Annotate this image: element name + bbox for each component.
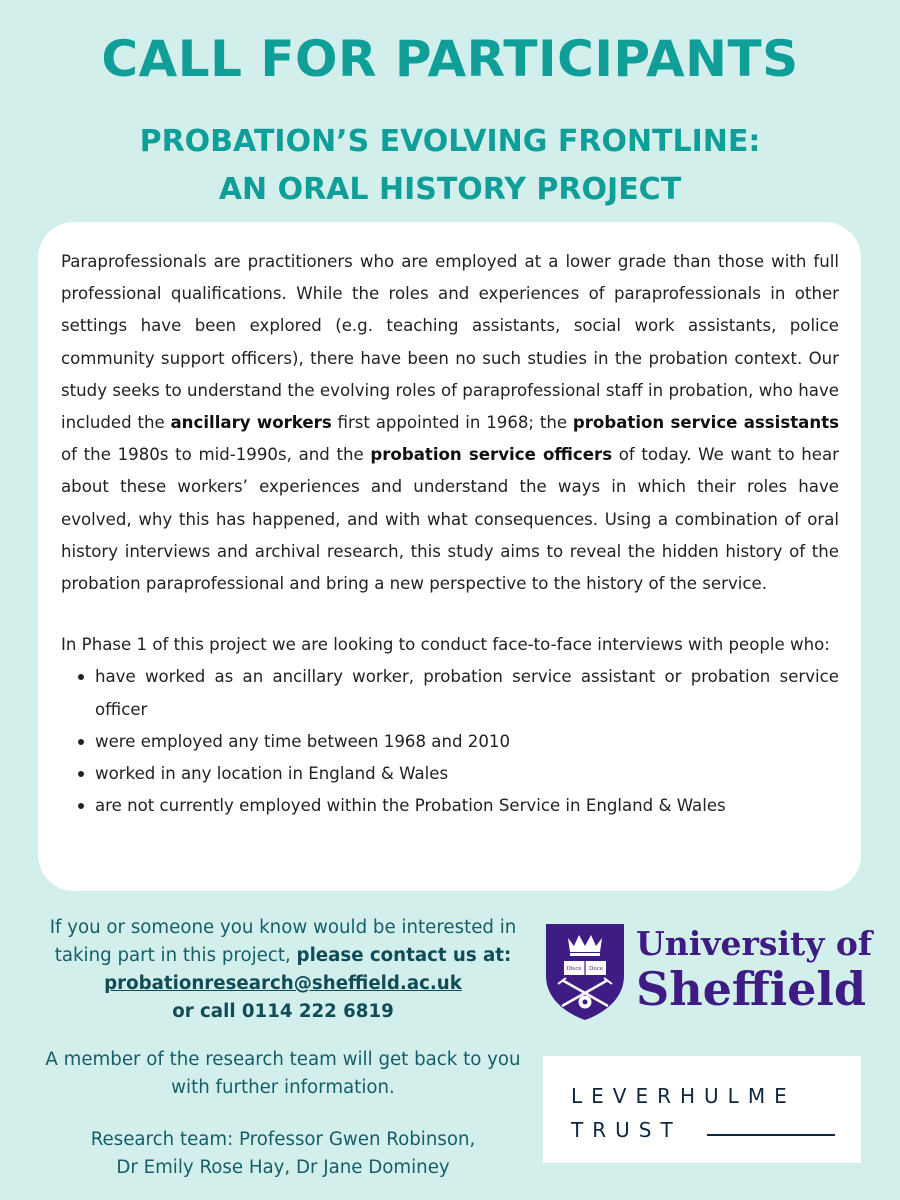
svg-text:Doce: Doce [588, 966, 604, 972]
team-line-1: Research team: Professor Gwen Robinson, [90, 1129, 476, 1150]
phase-paragraph: In Phase 1 of this project we are looking to conduct face-to-face interviews with people who: [61, 635, 830, 655]
subtitle-line-2: AN ORAL HISTORY PROJECT [218, 172, 682, 207]
followup-text: A member of the research team will get back to you with further information. [45, 1049, 521, 1098]
list-item: worked in any location in England & Wales [77, 758, 839, 790]
intro-text-1: Paraprofessionals are practitioners who are employed at a lower grade than those with full professional qualifications. While the roles and experiences of paraprofessionals in other settings have been explored (e.g. teaching assistants, social work assistants, police community support officers), there have been no such studies in the probation context. Our study seeks to understand the evolving roles of paraprofessional staff in probation, who have included the [61, 252, 839, 433]
bold-probation-service-officers: probation service officers [370, 445, 613, 465]
leverhulme-wordmark-line-2: TRUST [571, 1118, 682, 1142]
university-of-sheffield-logo [544, 922, 873, 1024]
intro-text-2: first appointed in 1968; the [331, 413, 573, 433]
sheffield-wordmark-line-1: University of [636, 924, 873, 963]
subtitle-line-1: PROBATION’S EVOLVING FRONTLINE: [139, 124, 761, 159]
bold-probation-service-assistants: probation service assistants [572, 413, 839, 433]
contact-cta: please contact us at: [296, 945, 512, 966]
list-item: were employed any time between 1968 and 2010 [77, 726, 839, 758]
bold-ancillary-workers: ancillary workers [170, 413, 332, 433]
leverhulme-trust-logo [543, 1056, 861, 1163]
team-line-2: Dr Emily Rose Hay, Dr Jane Dominey [116, 1157, 450, 1178]
leverhulme-wordmark-line-1: LEVERHULME [571, 1084, 796, 1108]
page-title: CALL FOR PARTICIPANTS [101, 30, 799, 88]
sheffield-crest-icon [544, 922, 626, 1022]
eligibility-list [77, 661, 839, 822]
sheffield-wordmark-line-2: Sheffield [636, 962, 867, 1016]
contact-intro: If you or someone you know would be interested in taking part in this project, [49, 917, 517, 966]
phone-number: or call 0114 222 6819 [172, 1001, 394, 1022]
contact-block [28, 914, 538, 1026]
project-subtitle [0, 118, 900, 214]
email-link[interactable]: probationresearch@sheffield.ac.uk [104, 973, 462, 994]
leverhulme-rule [707, 1134, 835, 1136]
intro-text-4: of today. We want to hear about these workers’ experiences and understand the ways in which their roles have evolved, why this has happened, and with what consequences. Using a combination of oral history interviews and archival research, this study aims to reveal the hidden history of the probation paraprofessional and bring a new perspective to the history of the service. [61, 445, 839, 594]
list-item: are not currently employed within the Probation Service in England & Wales [77, 790, 839, 822]
svg-text:Disce: Disce [566, 966, 582, 972]
research-team [28, 1126, 538, 1182]
intro-text-3: of the 1980s to mid-1990s, and the [61, 445, 371, 465]
info-card [38, 222, 861, 891]
intro-paragraph [61, 246, 839, 600]
list-item: have worked as an ancillary worker, probation service assistant or probation service officer [77, 661, 839, 725]
